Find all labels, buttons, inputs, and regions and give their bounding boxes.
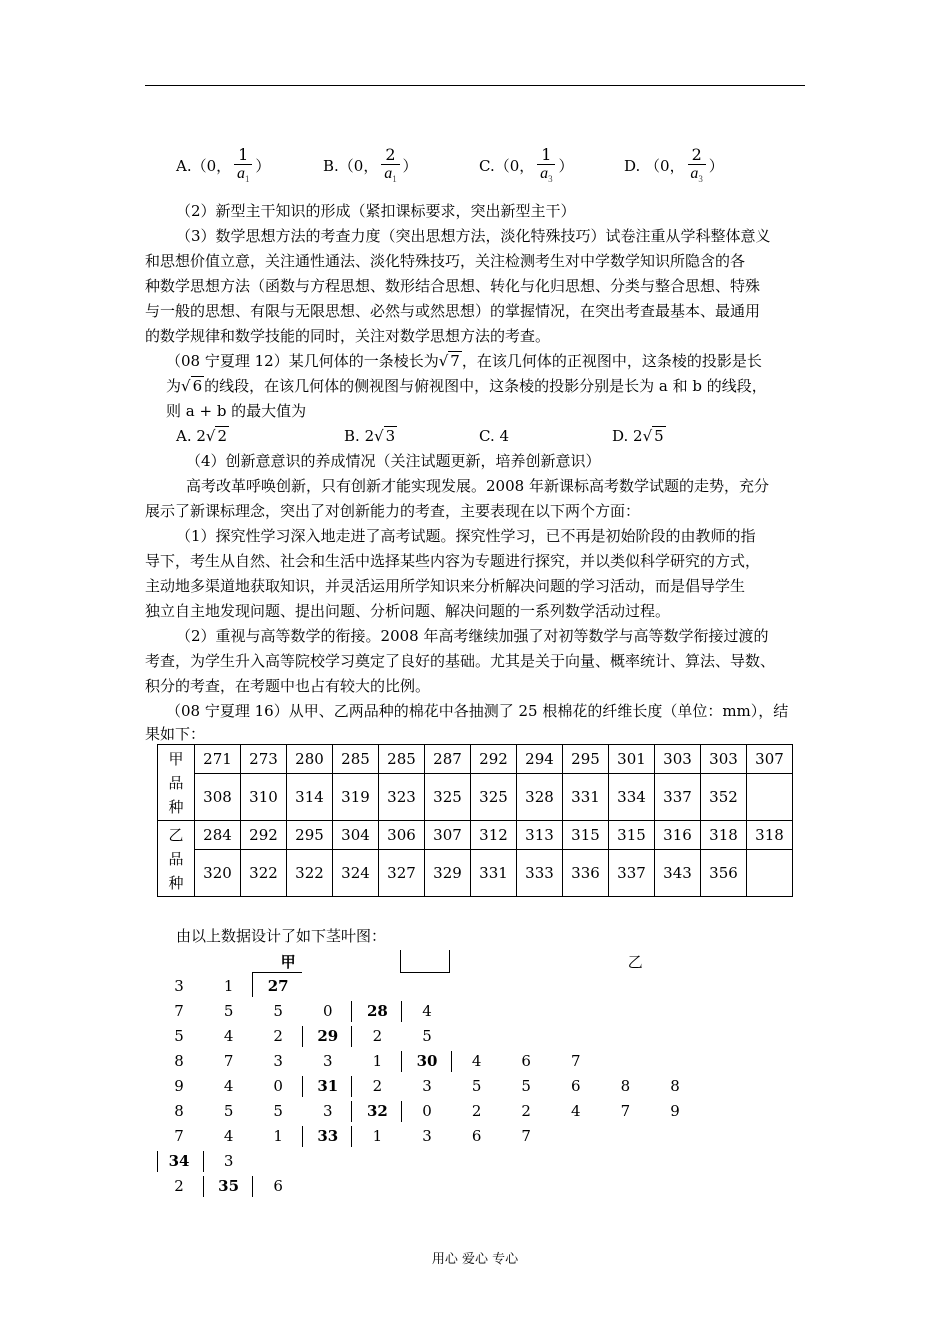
paragraph: （4）创新意意识的养成情况（关注试题更新，培养创新意识）: [186, 452, 601, 470]
table-cell: 331: [471, 850, 517, 897]
leaf-yi: 2: [372, 1077, 383, 1095]
leaf-yi: 8: [620, 1077, 631, 1095]
table-cell: 310: [241, 774, 287, 821]
yi-row: [158, 821, 793, 850]
stem-divider: [203, 1151, 204, 1172]
leaf-yi: 6: [571, 1077, 581, 1095]
table-cell: 294: [517, 745, 563, 774]
paragraph: 展示了新课标理念，突出了对创新能力的考查，主要表现在以下两个方面：: [145, 502, 641, 520]
leaf-yi: 1: [372, 1127, 383, 1145]
leaf-jia: 9: [174, 1077, 184, 1095]
paragraph: 主动地多渠道地获取知识，并灵活运用所学知识来分析解决问题的学习活动，而是倡导学生: [145, 577, 746, 595]
table-cell: 323: [379, 774, 425, 821]
question-12: （08 宁夏理 12）某几何体的一条棱长为√ 7 ，在该几何体的正视图中，这条棱的投影是长: [166, 349, 762, 374]
leaf-yi: 8: [670, 1077, 680, 1095]
table-cell: 352: [701, 774, 747, 821]
table-cell: 316: [655, 821, 701, 850]
table-cell: 306: [379, 821, 425, 850]
paragraph: （2）新型主干知识的形成（紧扣课标要求，突出新型主干）: [176, 202, 576, 220]
stem-divider: [157, 1151, 158, 1172]
fraction: $\frac{2}{a_3}$: [688, 146, 706, 188]
paragraph: 独立自主地发现问题、提出问题、分析问题、解决问题的一系列数学活动过程。: [145, 602, 671, 620]
stem-divider: [203, 1176, 204, 1197]
leaf-yi: 2: [521, 1102, 531, 1120]
leaf-yi: 7: [571, 1052, 581, 1070]
q12-option-c: C. 4: [479, 427, 510, 445]
table-cell: 319: [333, 774, 379, 821]
stem-divider: [302, 1126, 303, 1147]
paragraph: 导下，考生从自然、社会和生活中选择某些内容为专题进行探究，并以类似科学研究的方式，: [145, 552, 761, 570]
stem-leaf-intro: 由以上数据设计了如下茎叶图：: [176, 927, 387, 945]
leaf-yi: 3: [223, 1152, 234, 1170]
stem-value: 30: [416, 1052, 438, 1070]
leaf-jia: 8: [174, 1102, 184, 1120]
table-cell: 314: [287, 774, 333, 821]
question-16-line2: 果如下：: [145, 725, 206, 743]
fraction: $\frac{2}{a_1}$: [381, 146, 399, 188]
table-cell: 331: [563, 774, 609, 821]
table-cell: 285: [333, 745, 379, 774]
table-cell: 287: [425, 745, 471, 774]
paragraph: 积分的考查，在考题中也占有较大的比例。: [145, 677, 431, 695]
leaf-yi: 4: [471, 1052, 482, 1070]
stem-value: 29: [317, 1027, 339, 1045]
stem-divider: [401, 1101, 402, 1122]
option-b: B.（0， $\frac{2}{a_1}$ ）: [323, 146, 418, 188]
table-cell: [747, 850, 793, 897]
leaf-jia: 3: [273, 1052, 283, 1070]
stem-value: 31: [317, 1077, 339, 1095]
leaf-jia: 0: [323, 1002, 333, 1020]
table-cell: [747, 774, 793, 821]
leaf-yi: 3: [422, 1127, 432, 1145]
leaf-jia: 8: [174, 1052, 184, 1070]
leaf-yi: 2: [372, 1027, 383, 1045]
header-rule: [145, 85, 805, 86]
q12-option-a: A. 2√ 2: [176, 427, 228, 445]
paragraph: （2）重视与高等数学的衔接。2008 年高考继续加强了对初等数学与高等数学衔接过渡的: [176, 627, 769, 645]
paragraph: （1）探究性学习深入地走进了高考试题。探究性学习，已不再是初始阶段的由教师的指: [176, 527, 756, 545]
paragraph: 和思想价值立意，关注通性通法、淡化特殊技巧，关注检测考生对中学数学知识所隐含的各: [145, 252, 746, 270]
table-cell: 307: [425, 821, 471, 850]
leaf-jia: 1: [273, 1127, 283, 1145]
option-a: A.（0， $\frac{1}{a_1}$ ）: [176, 146, 270, 188]
table-cell: 304: [333, 821, 379, 850]
fraction: $\frac{1}{a_3}$: [537, 146, 555, 188]
stem-divider: [401, 1051, 402, 1072]
leaf-jia: 5: [174, 1027, 184, 1045]
stem-value: 32: [366, 1102, 388, 1120]
leaf-yi: 3: [422, 1077, 432, 1095]
table-cell: 301: [609, 745, 655, 774]
stem-divider: [451, 1051, 452, 1072]
stem-divider: [351, 1026, 352, 1047]
stem-value: 28: [366, 1002, 388, 1020]
table-cell: 295: [563, 745, 609, 774]
leaf-yi: 0: [422, 1102, 432, 1120]
table-cell: 336: [563, 850, 609, 897]
leaf-jia: 5: [223, 1002, 234, 1020]
paragraph: 种数学思想方法（函数与方程思想、数形结合思想、转化与化归思想、分类与整合思想、特殊: [145, 277, 761, 295]
leaf-jia: 0: [273, 1077, 283, 1095]
table-cell: 337: [655, 774, 701, 821]
stem-divider: [351, 1001, 352, 1022]
leaf-yi: 6: [521, 1052, 531, 1070]
option-d: D. （0， $\frac{2}{a_3}$ ）: [624, 146, 724, 188]
leaf-yi: 9: [670, 1102, 680, 1120]
q12-option-b: B. 2√ 3: [344, 427, 396, 445]
table-cell: 328: [517, 774, 563, 821]
stem-top-rule: [252, 972, 302, 973]
table-cell: 318: [747, 821, 793, 850]
leaf-yi: 7: [620, 1102, 631, 1120]
stem-divider: [252, 972, 253, 997]
table-cell: 315: [609, 821, 655, 850]
table-cell: 308: [195, 774, 241, 821]
question-12-line3: 则 a + b 的最大值为: [166, 402, 307, 420]
table-cell: 307: [747, 745, 793, 774]
paragraph: 考查，为学生升入高等院校学习奠定了良好的基础。尤其是关于向量、概率统计、算法、导数、: [145, 652, 776, 670]
table-cell: 327: [379, 850, 425, 897]
leaf-jia: 7: [174, 1127, 184, 1145]
data-table: [157, 744, 793, 897]
stem-divider: [351, 1126, 352, 1147]
leaf-jia: 4: [223, 1027, 234, 1045]
table-cell: 322: [241, 850, 287, 897]
table-cell: 333: [517, 850, 563, 897]
leaf-jia: 7: [174, 1002, 184, 1020]
table-cell: 334: [609, 774, 655, 821]
leaf-jia: 3: [323, 1102, 333, 1120]
paragraph: 的数学规律和数学技能的同时，关注对数学思想方法的考查。: [145, 327, 551, 345]
table-cell: 322: [287, 850, 333, 897]
leaf-jia: 5: [273, 1002, 283, 1020]
stem-divider: [401, 1001, 402, 1022]
table-cell: 343: [655, 850, 701, 897]
stem-value: 35: [218, 1177, 240, 1195]
leaf-yi: 4: [422, 1002, 432, 1020]
stem-value: 33: [317, 1127, 339, 1145]
leaf-yi: 6: [273, 1177, 283, 1195]
leaf-yi: 4: [571, 1102, 581, 1120]
leaf-jia: 2: [273, 1027, 283, 1045]
leaf-yi: 5: [422, 1027, 432, 1045]
sqrt: √ 7: [438, 352, 460, 370]
footer: 用心 爱心 专心: [431, 1252, 519, 1267]
leaf-jia: 4: [223, 1077, 234, 1095]
stem-value: 27: [267, 977, 289, 995]
table-cell: 312: [471, 821, 517, 850]
q12-option-d: D. 2√ 5: [612, 427, 664, 445]
question-16: （08 宁夏理 16）从甲、乙两品种的棉花中各抽测了 25 根棉花的纤维长度（单位：mm），结: [166, 702, 789, 720]
table-cell: 324: [333, 850, 379, 897]
leaf-jia: 3: [323, 1052, 333, 1070]
table-cell: 320: [195, 850, 241, 897]
paragraph: 与一般的思想、有限与无限思想、必然与或然思想）的掌握情况，在突出考查最基本、最通用: [145, 302, 761, 320]
table-cell: 325: [425, 774, 471, 821]
leaf-jia: 1: [223, 977, 234, 995]
table-cell: 285: [379, 745, 425, 774]
stem-divider: [302, 1026, 303, 1047]
leaf-jia: 2: [174, 1177, 184, 1195]
table-cell: 337: [609, 850, 655, 897]
table-cell: 313: [517, 821, 563, 850]
table-cell: 325: [471, 774, 517, 821]
stem-leaf-header-box: [400, 950, 450, 973]
leaf-jia: 1: [372, 1052, 383, 1070]
leaf-yi: 2: [471, 1102, 482, 1120]
table-cell: 303: [655, 745, 701, 774]
table-cell: 356: [701, 850, 747, 897]
leaf-yi: 6: [471, 1127, 482, 1145]
table-cell: 329: [425, 850, 471, 897]
stem-leaf-header-yi: 乙: [627, 953, 643, 971]
leaf-jia: 5: [273, 1102, 283, 1120]
table-cell: 271: [195, 745, 241, 774]
leaf-yi: 5: [521, 1077, 531, 1095]
stem-value: 34: [168, 1152, 190, 1170]
leaf-yi: 5: [471, 1077, 482, 1095]
leaf-jia: 7: [223, 1052, 234, 1070]
option-c: C.（0， $\frac{1}{a_3}$ ）: [479, 146, 573, 188]
table-cell: 295: [287, 821, 333, 850]
stem-divider: [351, 1101, 352, 1122]
leaf-jia: 4: [223, 1127, 234, 1145]
question-12-line2: 为√ 6 的线段，在该几何体的侧视图与俯视图中，这条棱的投影分别是长为 a 和 b 的线段，: [166, 374, 767, 399]
jia-row: [158, 774, 793, 821]
stem-divider: [252, 1176, 253, 1197]
yi-label: 乙 品 种: [158, 821, 195, 897]
sqrt: √ 6: [181, 377, 203, 395]
leaf-jia: 5: [223, 1102, 234, 1120]
leaf-yi: 7: [521, 1127, 531, 1145]
table-cell: 315: [563, 821, 609, 850]
stem-divider: [351, 1076, 352, 1097]
yi-row: [158, 850, 793, 897]
table-cell: 284: [195, 821, 241, 850]
table-cell: 303: [701, 745, 747, 774]
fraction: $\frac{1}{a_1}$: [234, 146, 252, 188]
jia-row: [158, 745, 793, 774]
jia-label: 甲 品 种: [158, 745, 195, 821]
table-cell: 292: [471, 745, 517, 774]
table-cell: 273: [241, 745, 287, 774]
leaf-jia: 3: [174, 977, 184, 995]
stem-leaf-header-jia: 甲: [280, 953, 296, 971]
stem-divider: [302, 1076, 303, 1097]
paragraph: （3）数学思想方法的考查力度（突出思想方法，淡化特殊技巧）试卷注重从学科整体意义: [176, 227, 771, 245]
paragraph: 高考改革呼唤创新，只有创新才能实现发展。2008 年新课标高考数学试题的走势，充分: [186, 477, 769, 495]
table-cell: 280: [287, 745, 333, 774]
table-cell: 318: [701, 821, 747, 850]
table-cell: 292: [241, 821, 287, 850]
